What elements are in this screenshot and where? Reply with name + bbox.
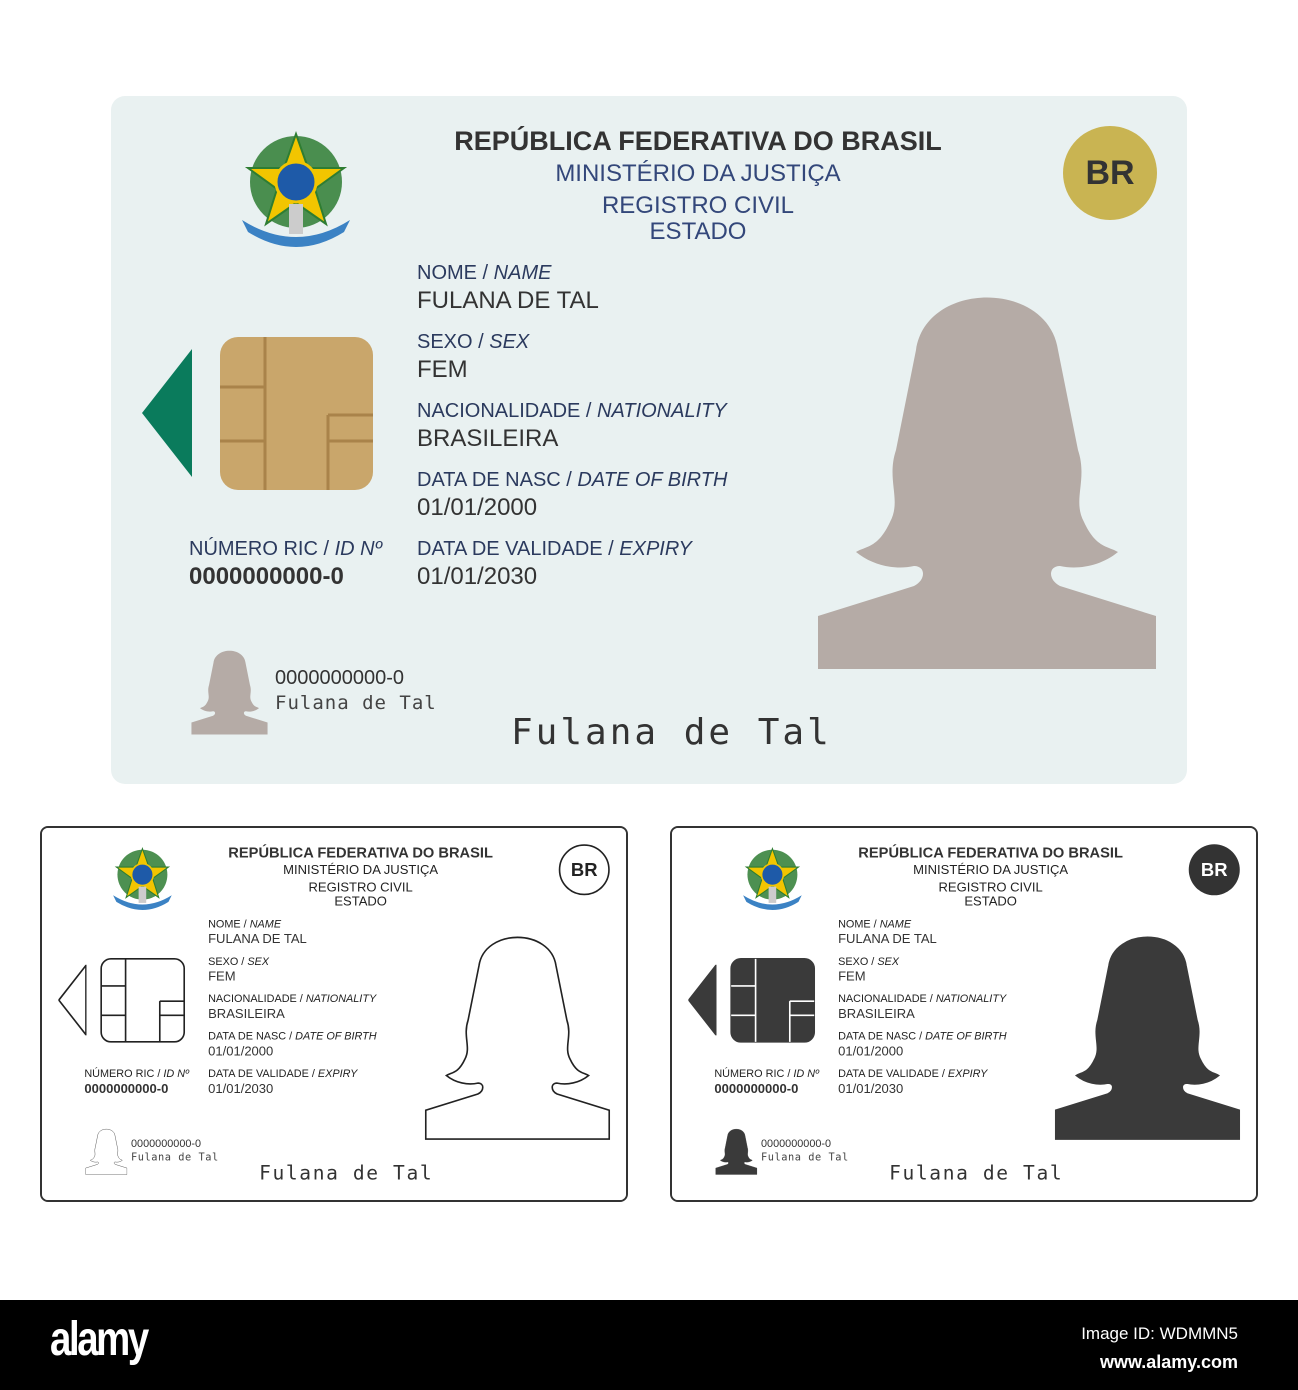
card-title: REPÚBLICA FEDERATIVA DO BRASIL [228, 844, 493, 861]
card-title: REPÚBLICA FEDERATIVA DO BRASIL [454, 126, 942, 156]
photo-silhouette [1055, 933, 1241, 1140]
dob-value: 01/01/2000 [208, 1044, 274, 1059]
arrow-triangle-icon [141, 348, 193, 478]
photo-silhouette [816, 290, 1158, 671]
card-title: REPÚBLICA FEDERATIVA DO BRASIL [858, 844, 1123, 861]
state-text: ESTADO [649, 218, 747, 245]
expiry-value: 01/01/2030 [417, 563, 538, 590]
dob-value: 01/01/2000 [417, 494, 538, 521]
state-text: ESTADO [964, 894, 1017, 909]
id-card-color [111, 96, 1187, 784]
nationality-label: NACIONALIDADE / NATIONALITY [838, 993, 1007, 1005]
mini-signature: Fulana de Tal [131, 1151, 219, 1164]
chip-icon [218, 335, 375, 492]
sex-label: SEXO / SEX [208, 955, 270, 968]
name-value: FULANA DE TAL [417, 287, 599, 314]
sex-label: SEXO / SEX [838, 955, 900, 968]
ric-label: NÚMERO RIC / ID Nº [714, 1067, 820, 1080]
registry-text: REGISTRO CIVIL [308, 880, 413, 895]
expiry-label: DATA DE VALIDADE / EXPIRY [838, 1067, 988, 1080]
mini-photo-silhouette [715, 1128, 757, 1175]
ministry-text: MINISTÉRIO DA JUSTIÇA [555, 160, 841, 187]
country-badge: BR [1189, 844, 1240, 895]
sex-value: FEM [838, 969, 866, 984]
nationality-value: BRASILEIRA [417, 425, 559, 452]
registry-text: REGISTRO CIVIL [601, 192, 795, 219]
arrow-triangle-icon [58, 965, 86, 1036]
id-card-outline [40, 826, 628, 1202]
signature: Fulana de Tal [511, 712, 832, 753]
ministry-text: MINISTÉRIO DA JUSTIÇA [913, 862, 1069, 878]
name-label: NOME / NAME [417, 262, 552, 284]
mini-id-number: 0000000000-0 [275, 667, 405, 689]
ministry-text: MINISTÉRIO DA JUSTIÇA [283, 862, 439, 878]
nationality-label: NACIONALIDADE / NATIONALITY [208, 993, 377, 1005]
signature: Fulana de Tal [259, 1162, 434, 1185]
country-badge: BR [559, 844, 610, 895]
alamy-logo: alamy [50, 1313, 147, 1366]
mini-photo-silhouette [191, 649, 268, 735]
mini-photo-silhouette [85, 1128, 127, 1175]
nationality-label: NACIONALIDADE / NATIONALITY [417, 400, 727, 422]
nationality-value: BRASILEIRA [208, 1006, 285, 1022]
nationality-value: BRASILEIRA [838, 1006, 915, 1022]
site-url: www.alamy.com [1099, 1352, 1238, 1372]
ric-value: 0000000000-0 [84, 1081, 169, 1097]
expiry-label: DATA DE VALIDADE / EXPIRY [417, 538, 692, 560]
ric-label: NÚMERO RIC / ID Nº [84, 1067, 190, 1080]
name-label: NOME / NAME [208, 918, 282, 931]
sex-label: SEXO / SEX [417, 331, 530, 353]
sex-value: FEM [417, 356, 468, 383]
signature: Fulana de Tal [889, 1162, 1064, 1185]
image-id: Image ID: WDMMN5 [1081, 1324, 1238, 1343]
card-face [672, 828, 1256, 1201]
state-text: ESTADO [334, 894, 387, 909]
registry-text: REGISTRO CIVIL [938, 880, 1043, 895]
name-value: FULANA DE TAL [838, 931, 937, 947]
country-badge: BR [1063, 126, 1157, 220]
mini-id-number: 0000000000-0 [131, 1137, 202, 1150]
mini-signature: Fulana de Tal [761, 1151, 849, 1164]
footer-bar [0, 1300, 1298, 1390]
sex-value: FEM [208, 969, 236, 984]
mini-signature: Fulana de Tal [275, 692, 437, 714]
dob-label: DATA DE NASC / DATE OF BIRTH [208, 1030, 377, 1043]
ric-label: NÚMERO RIC / ID Nº [189, 538, 382, 560]
arrow-triangle-icon [688, 965, 716, 1036]
dob-label: DATA DE NASC / DATE OF BIRTH [838, 1030, 1007, 1043]
dob-value: 01/01/2000 [838, 1044, 904, 1059]
expiry-label: DATA DE VALIDADE / EXPIRY [208, 1067, 358, 1080]
name-label: NOME / NAME [838, 918, 912, 931]
chip-icon [100, 958, 185, 1043]
expiry-value: 01/01/2030 [208, 1081, 274, 1097]
card-face [111, 96, 1187, 784]
dob-label: DATA DE NASC / DATE OF BIRTH [417, 469, 728, 491]
id-card-dark [670, 826, 1258, 1202]
mini-id-number: 0000000000-0 [761, 1137, 832, 1150]
card-face [42, 828, 626, 1201]
photo-silhouette [425, 933, 611, 1140]
ric-value: 0000000000-0 [189, 563, 344, 590]
name-value: FULANA DE TAL [208, 931, 307, 947]
expiry-value: 01/01/2030 [838, 1081, 904, 1097]
chip-icon [730, 958, 815, 1043]
ric-value: 0000000000-0 [714, 1081, 799, 1097]
